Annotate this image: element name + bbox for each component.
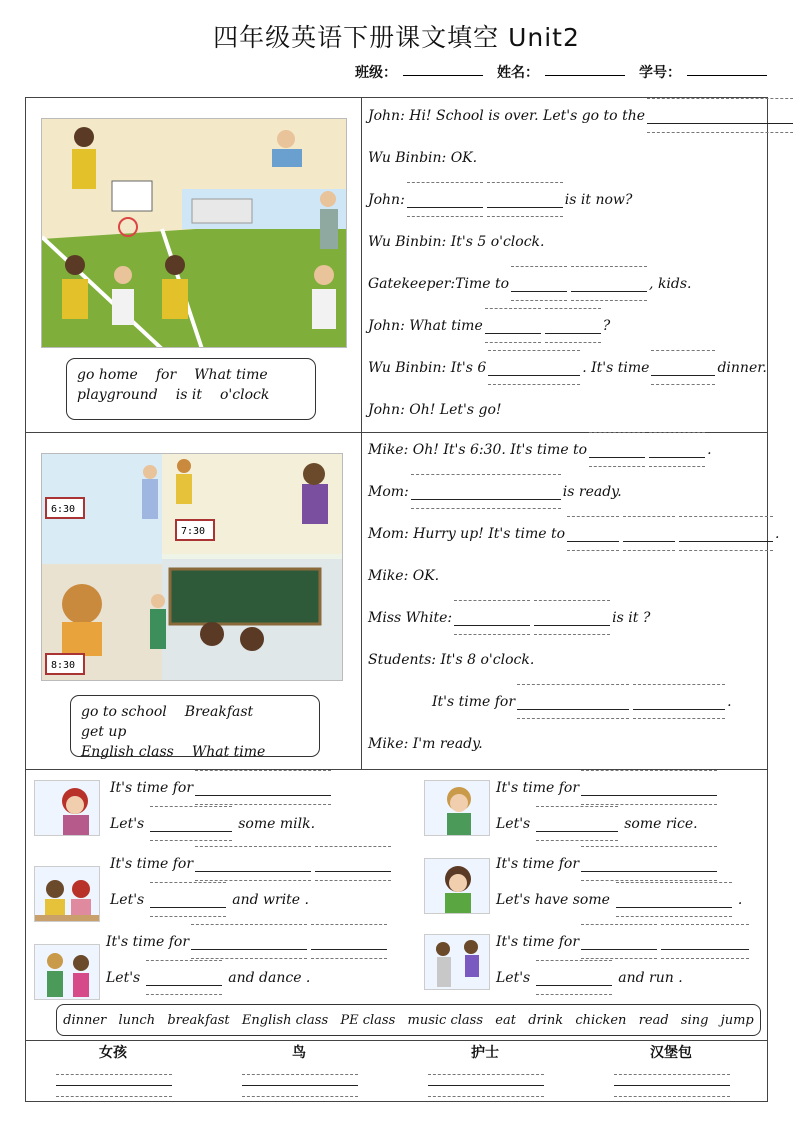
- word-bank-item: breakfast: [167, 1012, 230, 1028]
- word-bank-item: get up: [81, 724, 127, 740]
- answer-blank[interactable]: [534, 610, 610, 626]
- playground-scene-image: [41, 118, 347, 348]
- answer-blank[interactable]: [146, 970, 222, 986]
- answer-blank[interactable]: [191, 934, 307, 950]
- dialogue-line: Wu Binbin: OK.: [368, 150, 478, 166]
- column-divider: [361, 98, 362, 769]
- word-bank-item: sing: [680, 1012, 709, 1028]
- answer-blank[interactable]: [311, 934, 387, 950]
- answer-blank[interactable]: [567, 526, 619, 542]
- answer-blank[interactable]: [633, 694, 725, 710]
- answer-blank[interactable]: [150, 892, 226, 908]
- word-box-2: [70, 695, 320, 760]
- divider: [26, 1040, 767, 1041]
- word-bank-item: read: [638, 1012, 669, 1028]
- dialogue-line: John: Oh! Let's go!: [368, 402, 502, 418]
- word-bank-item: eat: [495, 1012, 516, 1028]
- answer-blank[interactable]: [511, 276, 567, 292]
- fill-line: It's time for: [496, 856, 719, 872]
- dialogue-line: John: is it now?: [368, 192, 633, 208]
- kids-running-image: [424, 934, 490, 990]
- fill-line: Let's and write .: [110, 892, 309, 908]
- answer-blank[interactable]: [454, 610, 530, 626]
- boy-eating-image: [424, 858, 490, 914]
- writing-lines[interactable]: [242, 1064, 358, 1097]
- word-bank-item: drink: [528, 1012, 564, 1028]
- answer-blank[interactable]: [536, 970, 612, 986]
- word-bank-item: PE class: [340, 1012, 396, 1028]
- kids-dancing-image: [34, 944, 100, 1000]
- word-box-1: [66, 358, 316, 420]
- chinese-word: 汉堡包: [650, 1045, 692, 1061]
- page-title: 四年级英语下册课文填空 Unit2: [213, 23, 580, 52]
- dialogue-line: Wu Binbin: It's 5 o'clock.: [368, 234, 545, 250]
- dialogue-line: It's time for .: [432, 694, 732, 710]
- writing-lines[interactable]: [614, 1064, 730, 1097]
- fill-line: It's time for: [496, 780, 719, 796]
- word-bank-item: jump: [720, 1012, 754, 1028]
- word-bank-item: go home: [77, 367, 138, 383]
- fill-line: It's time for: [496, 934, 751, 950]
- dialogue-line: Mike: OK.: [368, 568, 440, 584]
- dialogue-line: Students: It's 8 o'clock.: [368, 652, 535, 668]
- fill-line: Let's have some .: [496, 892, 743, 908]
- fill-line: It's time for: [106, 934, 389, 950]
- dialogue-line: Mom: is ready.: [368, 484, 622, 500]
- word-bank-item: o'clock: [220, 387, 270, 403]
- answer-blank[interactable]: [581, 780, 717, 796]
- answer-blank[interactable]: [571, 276, 647, 292]
- answer-blank[interactable]: [485, 318, 541, 334]
- word-bank-item: English class: [241, 1012, 329, 1028]
- word-bank-item: music class: [407, 1012, 484, 1028]
- word-bank-3: [56, 1004, 761, 1036]
- answer-blank[interactable]: [589, 442, 645, 458]
- number-field[interactable]: [687, 62, 767, 76]
- name-field[interactable]: [545, 62, 625, 76]
- answer-blank[interactable]: [649, 442, 705, 458]
- answer-blank[interactable]: [616, 892, 732, 908]
- answer-blank[interactable]: [487, 192, 563, 208]
- fill-line: Let's and run .: [496, 970, 683, 986]
- word-bank-item: English class: [81, 744, 174, 760]
- word-bank-item: lunch: [118, 1012, 156, 1028]
- dialogue-line: Miss White: is it ?: [368, 610, 651, 626]
- word-bank-item: playground: [77, 387, 158, 403]
- word-bank-item: What time: [194, 367, 268, 383]
- dialogue-line: John: What time ?: [368, 318, 611, 334]
- number-label: 学号：: [639, 65, 681, 81]
- dialogue-line: Gatekeeper:Time to , kids.: [368, 276, 692, 292]
- class-label: 班级：: [355, 65, 397, 81]
- answer-blank[interactable]: [195, 780, 331, 796]
- classroom-scene-image: [41, 453, 343, 681]
- girl-drinking-image: [34, 780, 100, 836]
- fill-line: Let's some milk.: [110, 816, 316, 832]
- answer-blank[interactable]: [545, 318, 601, 334]
- answer-blank[interactable]: [488, 360, 580, 376]
- word-bank-item: Breakfast: [184, 704, 254, 720]
- answer-blank[interactable]: [195, 856, 311, 872]
- name-label: 姓名：: [497, 65, 539, 81]
- word-bank-item: dinner: [63, 1012, 107, 1028]
- clock-display: 8:30: [51, 660, 76, 671]
- chinese-word: 女孩: [99, 1045, 127, 1061]
- dialogue-line: John: Hi! School is over. Let's go to the: [368, 108, 793, 124]
- answer-blank[interactable]: [411, 484, 561, 500]
- word-bank-item: is it: [175, 387, 202, 403]
- answer-blank[interactable]: [581, 934, 657, 950]
- student-info: [355, 62, 775, 82]
- answer-blank[interactable]: [581, 856, 717, 872]
- word-bank-item: chicken: [575, 1012, 627, 1028]
- writing-lines[interactable]: [56, 1064, 172, 1097]
- answer-blank[interactable]: [661, 934, 749, 950]
- writing-lines[interactable]: [428, 1064, 544, 1097]
- answer-blank[interactable]: [651, 360, 715, 376]
- fill-line: Let's and dance .: [106, 970, 311, 986]
- fill-line: It's time for: [110, 856, 393, 872]
- dialogue-line: Mike: Oh! It's 6:30. It's time to .: [368, 442, 712, 458]
- class-field[interactable]: [403, 62, 483, 76]
- word-bank-item: What time: [191, 744, 266, 760]
- chinese-word: 鸟: [292, 1045, 306, 1061]
- answer-blank[interactable]: [536, 816, 618, 832]
- fill-line: It's time for: [110, 780, 333, 796]
- answer-blank[interactable]: [150, 816, 232, 832]
- girl-eating-image: [424, 780, 490, 836]
- dialogue-line: Wu Binbin: It's 6 . It's time dinner.: [368, 360, 767, 376]
- clock-display: 6:30: [51, 504, 76, 515]
- dialogue-line: Mike: I'm ready.: [368, 736, 483, 752]
- word-bank-item: for: [155, 367, 177, 383]
- kids-writing-image: [34, 866, 100, 922]
- answer-blank[interactable]: [647, 108, 793, 124]
- answer-blank[interactable]: [315, 856, 391, 872]
- fill-line: Let's some rice.: [496, 816, 698, 832]
- word-bank-item: go to school: [81, 704, 167, 720]
- worksheet-frame: [25, 97, 780, 1102]
- answer-blank[interactable]: [623, 526, 675, 542]
- answer-blank[interactable]: [679, 526, 773, 542]
- answer-blank[interactable]: [517, 694, 629, 710]
- chinese-word: 护士: [471, 1045, 499, 1061]
- clock-display: 7:30: [181, 526, 206, 537]
- dialogue-line: Mom: Hurry up! It's time to .: [368, 526, 780, 542]
- answer-blank[interactable]: [407, 192, 483, 208]
